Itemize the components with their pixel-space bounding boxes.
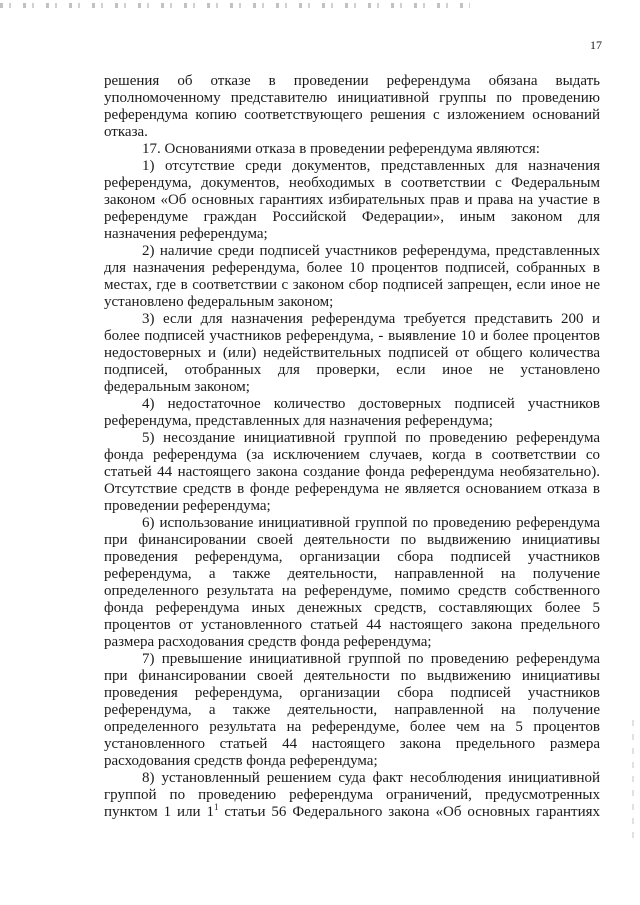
paragraph-item-5: 5) несоздание инициативной группой по проведению референдума фонда референдума (за исключением случаев, когда в соответствии со статьей 44 настоящего закона создание фонда референдума необязательно). Отсутствие средств в фонде референдума не является основанием отказа в проведении референдума; <box>104 430 600 514</box>
paragraph-item-3: 3) если для назначения референдума требуется представить 200 и более подписей участников референдума, - выявление 10 и более процентов недостоверных и (или) недействительных подписей от общего количества подписей, отобранных для проверки, если иное не установлено федеральным законом; <box>104 311 600 395</box>
paragraph-item-8 <box>104 770 600 821</box>
paragraph-item-4: 4) недостаточное количество достоверных подписей участников референдума, представленных для назначения референдума; <box>104 396 600 429</box>
paragraph-item-8-tail: статьи 56 Федерального закона «Об основных гарантиях <box>218 804 601 820</box>
paragraph-item-6: 6) использование инициативной группой по проведению референдума при финансировании своей деятельности по выдвижению инициативы проведения референдума, организации сбора подписей участников референдума, а также деятельности, направленной на получение определенного результата на референдуме, помимо средств собственного фонда референдума иных денежных средств, составляющих более 5 процентов от установленного статьей 44 настоящего закона предельного размера расходования средств фонда референдума; <box>104 515 600 650</box>
paragraph-continuation: решения об отказе в проведении референдума обязана выдать уполномоченному представителю инициативной группы по проведению референдума копию соответствующего решения с изложением оснований отказа. <box>104 73 600 140</box>
document-body <box>104 73 600 821</box>
paragraph-item-1: 1) отсутствие среди документов, представленных для назначения референдума, документов, необходимых в соответствии с Федеральным законом «Об основных гарантиях избирательных прав и права на участие в референдуме граждан Российской Федерации», иным законом для назначения референдума; <box>104 158 600 242</box>
scan-artifact-top <box>0 3 470 8</box>
superscript-marker: 1 <box>214 802 219 812</box>
paragraph-item-2: 2) наличие среди подписей участников референдума, представленных для назначения референдума, более 10 процентов подписей, собранных в местах, где в соответствии с законом сбор подписей запрещен, если иное не установлено федеральным законом; <box>104 243 600 310</box>
page-number: 17 <box>590 38 602 52</box>
scan-artifact-right <box>632 720 634 840</box>
paragraph-item-7: 7) превышение инициативной группой по проведению референдума при финансировании своей деятельности по выдвижению инициативы проведения референдума, организации сбора подписей участников референдума, а также деятельности, направленной на получение определенного результата на референдуме, более чем на 5 процентов установленного статьей 44 настоящего закона предельного размера расходования средств фонда референдума; <box>104 651 600 769</box>
paragraph-section-17: 17. Основаниями отказа в проведении референдума являются: <box>142 141 540 157</box>
paragraph-item-8-text: 8) установленный решением суда факт несоблюдения инициативной группой по проведению референдума ограничений, предусмотренных пунктом 1 или 1 <box>104 770 600 820</box>
